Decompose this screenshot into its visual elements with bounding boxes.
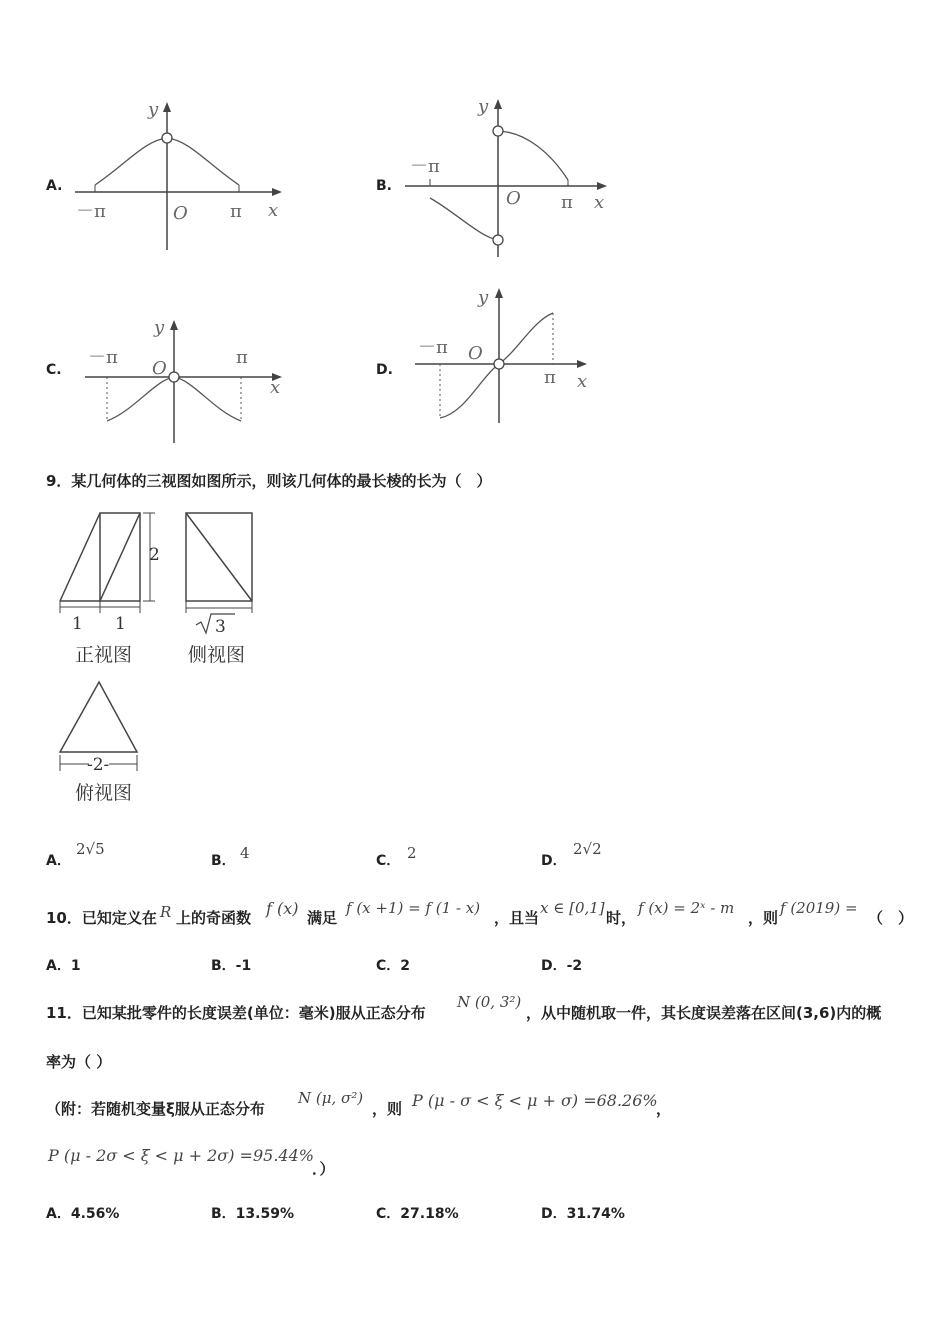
origin-label: O bbox=[173, 203, 188, 224]
pi-label: π bbox=[236, 347, 248, 368]
dim-sqrt3: 3 bbox=[215, 617, 226, 637]
option-a-label: A. bbox=[46, 178, 63, 194]
q11-end: ．） bbox=[312, 1160, 335, 1178]
neg-pi-label: －π bbox=[76, 201, 106, 222]
q10-eq2: f (x) = 2ˣ - m bbox=[638, 899, 735, 917]
q10-text-3: 满足 bbox=[307, 909, 338, 927]
q9-option-c-label: C． bbox=[376, 853, 401, 869]
side-view-label: 侧视图 bbox=[188, 644, 246, 666]
y-label: y bbox=[154, 317, 165, 338]
dim-1-right: 1 bbox=[115, 614, 126, 634]
q11-note-2: ，则 bbox=[372, 1100, 403, 1118]
pi-label: π bbox=[544, 367, 556, 388]
neg-pi-label: －π bbox=[410, 156, 440, 177]
q9-option-c-value: 2 bbox=[407, 844, 417, 862]
x-label: x bbox=[594, 192, 605, 213]
dim-2-width: -2- bbox=[87, 755, 110, 775]
q11-text-2: ，从中随机取一件，其长度误差落在区间(3,6)内的概 bbox=[526, 1004, 882, 1022]
q10-text-6: ，则 bbox=[748, 909, 779, 927]
q11-option-a: A．4.56% bbox=[46, 1206, 120, 1222]
pi-label: π bbox=[561, 192, 573, 213]
front-view-label: 正视图 bbox=[75, 644, 133, 666]
q11-prob2: P (μ - 2σ < ξ < μ + 2σ) =95.44% bbox=[48, 1146, 314, 1165]
option-b-label: B. bbox=[376, 178, 392, 194]
q10-fx: f (x) bbox=[266, 899, 299, 918]
q9-stem: 9．某几何体的三视图如图所示，则该几何体的最长棱的长为（ ） bbox=[46, 472, 492, 490]
dim-1-left: 1 bbox=[72, 614, 83, 634]
q11-dist: N (0, 3²) bbox=[457, 993, 522, 1011]
y-label: y bbox=[478, 287, 489, 308]
y-label: y bbox=[478, 96, 489, 117]
dim-2-height: 2 bbox=[149, 545, 160, 565]
q10-text-5: 时， bbox=[606, 909, 637, 927]
q9-option-d-value: 2√2 bbox=[573, 840, 602, 858]
q10-cond: x ∈ [0,1] bbox=[540, 899, 605, 917]
q11-option-c: C．27.18% bbox=[376, 1206, 459, 1222]
pi-label: π bbox=[230, 201, 242, 222]
q10-R: R bbox=[160, 903, 172, 921]
top-view-label: 俯视图 bbox=[75, 782, 133, 804]
q9-option-b-value: 4 bbox=[240, 844, 250, 862]
q11-note-1: （附：若随机变量ξ服从正态分布 bbox=[46, 1100, 265, 1118]
x-label: x bbox=[577, 371, 588, 392]
q10-text-4: ，且当 bbox=[494, 909, 540, 927]
q9-option-a-value: 2√5 bbox=[76, 840, 105, 858]
q11-comma: ， bbox=[656, 1100, 672, 1118]
q10-text-1: 10．已知定义在 bbox=[46, 909, 157, 927]
x-label: x bbox=[268, 200, 279, 221]
q10-option-a: A．1 bbox=[46, 958, 81, 974]
q10-eq1: f (x +1) = f (1 - x) bbox=[346, 899, 481, 917]
q9-option-a-label: A． bbox=[46, 853, 71, 869]
q10-ask: f (2019) = bbox=[780, 899, 858, 917]
neg-pi-label: －π bbox=[418, 337, 448, 358]
q11-text-3: 率为（ ） bbox=[46, 1053, 112, 1071]
q11-prob1: P (μ - σ < ξ < μ + σ) =68.26% bbox=[412, 1091, 658, 1110]
graph-a bbox=[70, 95, 290, 255]
option-d-label: D. bbox=[376, 362, 393, 378]
q9-option-d-label: D． bbox=[541, 853, 567, 869]
origin-label: O bbox=[152, 358, 167, 379]
q10-option-d: D．-2 bbox=[541, 958, 583, 974]
q11-option-d: D．31.74% bbox=[541, 1206, 625, 1222]
graph-c bbox=[80, 315, 300, 450]
y-label: y bbox=[148, 99, 159, 120]
graph-b bbox=[400, 92, 620, 262]
three-view-drawing bbox=[55, 505, 265, 805]
neg-pi-label: －π bbox=[88, 347, 118, 368]
graph-d bbox=[410, 283, 610, 428]
q11-option-b: B．13.59% bbox=[211, 1206, 294, 1222]
origin-label: O bbox=[506, 188, 521, 209]
q11-dist2: N (μ, σ²) bbox=[298, 1089, 364, 1107]
q11-text-1: 11．已知某批零件的长度误差(单位：毫米)服从正态分布 bbox=[46, 1004, 426, 1022]
option-c-label: C. bbox=[46, 362, 62, 378]
q10-option-b: B．-1 bbox=[211, 958, 252, 974]
q10-option-c: C．2 bbox=[376, 958, 411, 974]
q10-paren: （ ） bbox=[868, 909, 914, 927]
q10-text-2: 上的奇函数 bbox=[176, 909, 252, 927]
origin-label: O bbox=[468, 343, 483, 364]
x-label: x bbox=[270, 377, 281, 398]
q9-option-b-label: B． bbox=[211, 853, 236, 869]
